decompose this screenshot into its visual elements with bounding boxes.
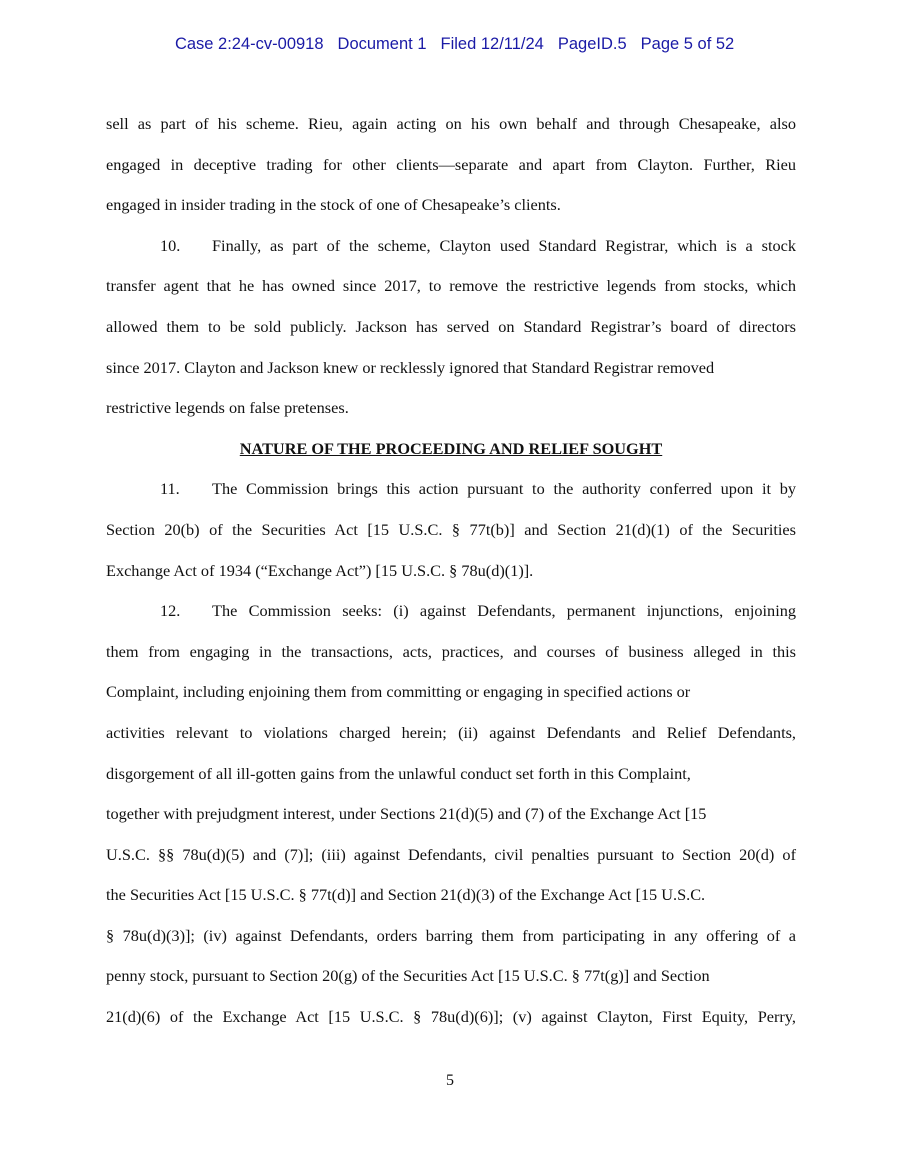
paragraph-first-line: The Commission brings this action pursuant to the authority conferred upon it by <box>212 479 796 499</box>
paragraph-number: 12. <box>160 601 181 621</box>
text-line: U.S.C. §§ 78u(d)(5) and (7)]; (iii) against Defendants, civil penalties pursuant to Section 20(d) of <box>106 844 796 864</box>
text-line: activities relevant to violations charged herein; (ii) against Defendants and Relief Defendants, <box>106 722 796 742</box>
paragraph-11 <box>106 469 796 591</box>
page-id: PageID.5 <box>557 35 627 53</box>
section-heading: NATURE OF THE PROCEEDING AND RELIEF SOUGHT <box>239 438 663 458</box>
filing-header <box>0 16 900 54</box>
paragraph-12 <box>106 591 796 1038</box>
text-line <box>106 591 796 632</box>
case-number: Case 2:24-cv-00918 <box>174 35 324 53</box>
text-line: Section 20(b) of the Securities Act [15 U.S.C. § 77t(b)] and Section 21(d)(1) of the Securities <box>106 519 796 539</box>
text-line: 21(d)(6) of the Exchange Act [15 U.S.C. § 78u(d)(6)]; (v) against Clayton, First Equity, Perry, <box>106 1007 796 1027</box>
paragraph-10 <box>106 226 796 429</box>
text-line: § 78u(d)(3)]; (iv) against Defendants, orders barring them from participating in any offering of a <box>106 925 796 945</box>
text-line: sell as part of his scheme. Rieu, again acting on his own behalf and through Chesapeake, also <box>106 114 796 133</box>
text-line: them from engaging in the transactions, acts, practices, and courses of business alleged in this <box>106 641 796 661</box>
paragraph-first-line: The Commission seeks: (i) against Defendants, permanent injunctions, enjoining <box>212 601 796 621</box>
document-body <box>106 104 796 1038</box>
text-line: engaged in deceptive trading for other clients—separate and apart from Clayton. Further, Rieu <box>106 154 796 174</box>
text-line <box>106 226 796 267</box>
paragraph-first-line: Finally, as part of the scheme, Clayton used Standard Registrar, which is a stock <box>212 235 796 255</box>
document-number: Document 1 <box>337 35 427 53</box>
paragraph-number: 10. <box>160 235 181 255</box>
text-line: transfer agent that he has owned since 2017, to remove the restrictive legends from stocks, which <box>106 276 796 296</box>
text-line: since 2017. Clayton and Jackson knew or recklessly ignored that Standard Registrar removed <box>106 357 715 377</box>
page-number: 5 <box>446 1072 454 1089</box>
text-line: Exchange Act of 1934 (“Exchange Act”) [15 U.S.C. § 78u(d)(1)]. <box>106 560 534 580</box>
text-line: disgorgement of all ill-gotten gains from the unlawful conduct set forth in this Complaint, <box>106 763 691 783</box>
text-line: the Securities Act [15 U.S.C. § 77t(d)] and Section 21(d)(3) of the Exchange Act [15 U.S.C. <box>106 885 706 905</box>
text-line <box>106 469 796 510</box>
paragraph-number: 11. <box>160 479 180 499</box>
text-line: together with prejudgment interest, under Sections 21(d)(5) and (7) of the Exchange Act [15 <box>106 804 707 824</box>
text-line: allowed them to be sold publicly. Jackson has served on Standard Registrar’s board of directors <box>106 316 796 336</box>
text-line: Complaint, including enjoining them from committing or engaging in specified actions or <box>106 682 691 702</box>
filed-date: Filed 12/11/24 <box>440 35 544 53</box>
text-line: engaged in insider trading in the stock of one of Chesapeake’s clients. <box>106 195 561 215</box>
text-line: restrictive legends on false pretenses. <box>106 398 349 418</box>
continuation-paragraph <box>106 104 796 226</box>
text-line: penny stock, pursuant to Section 20(g) of the Securities Act [15 U.S.C. § 77t(g)] and Section <box>106 966 710 986</box>
page-count: Page 5 of 52 <box>640 35 735 53</box>
